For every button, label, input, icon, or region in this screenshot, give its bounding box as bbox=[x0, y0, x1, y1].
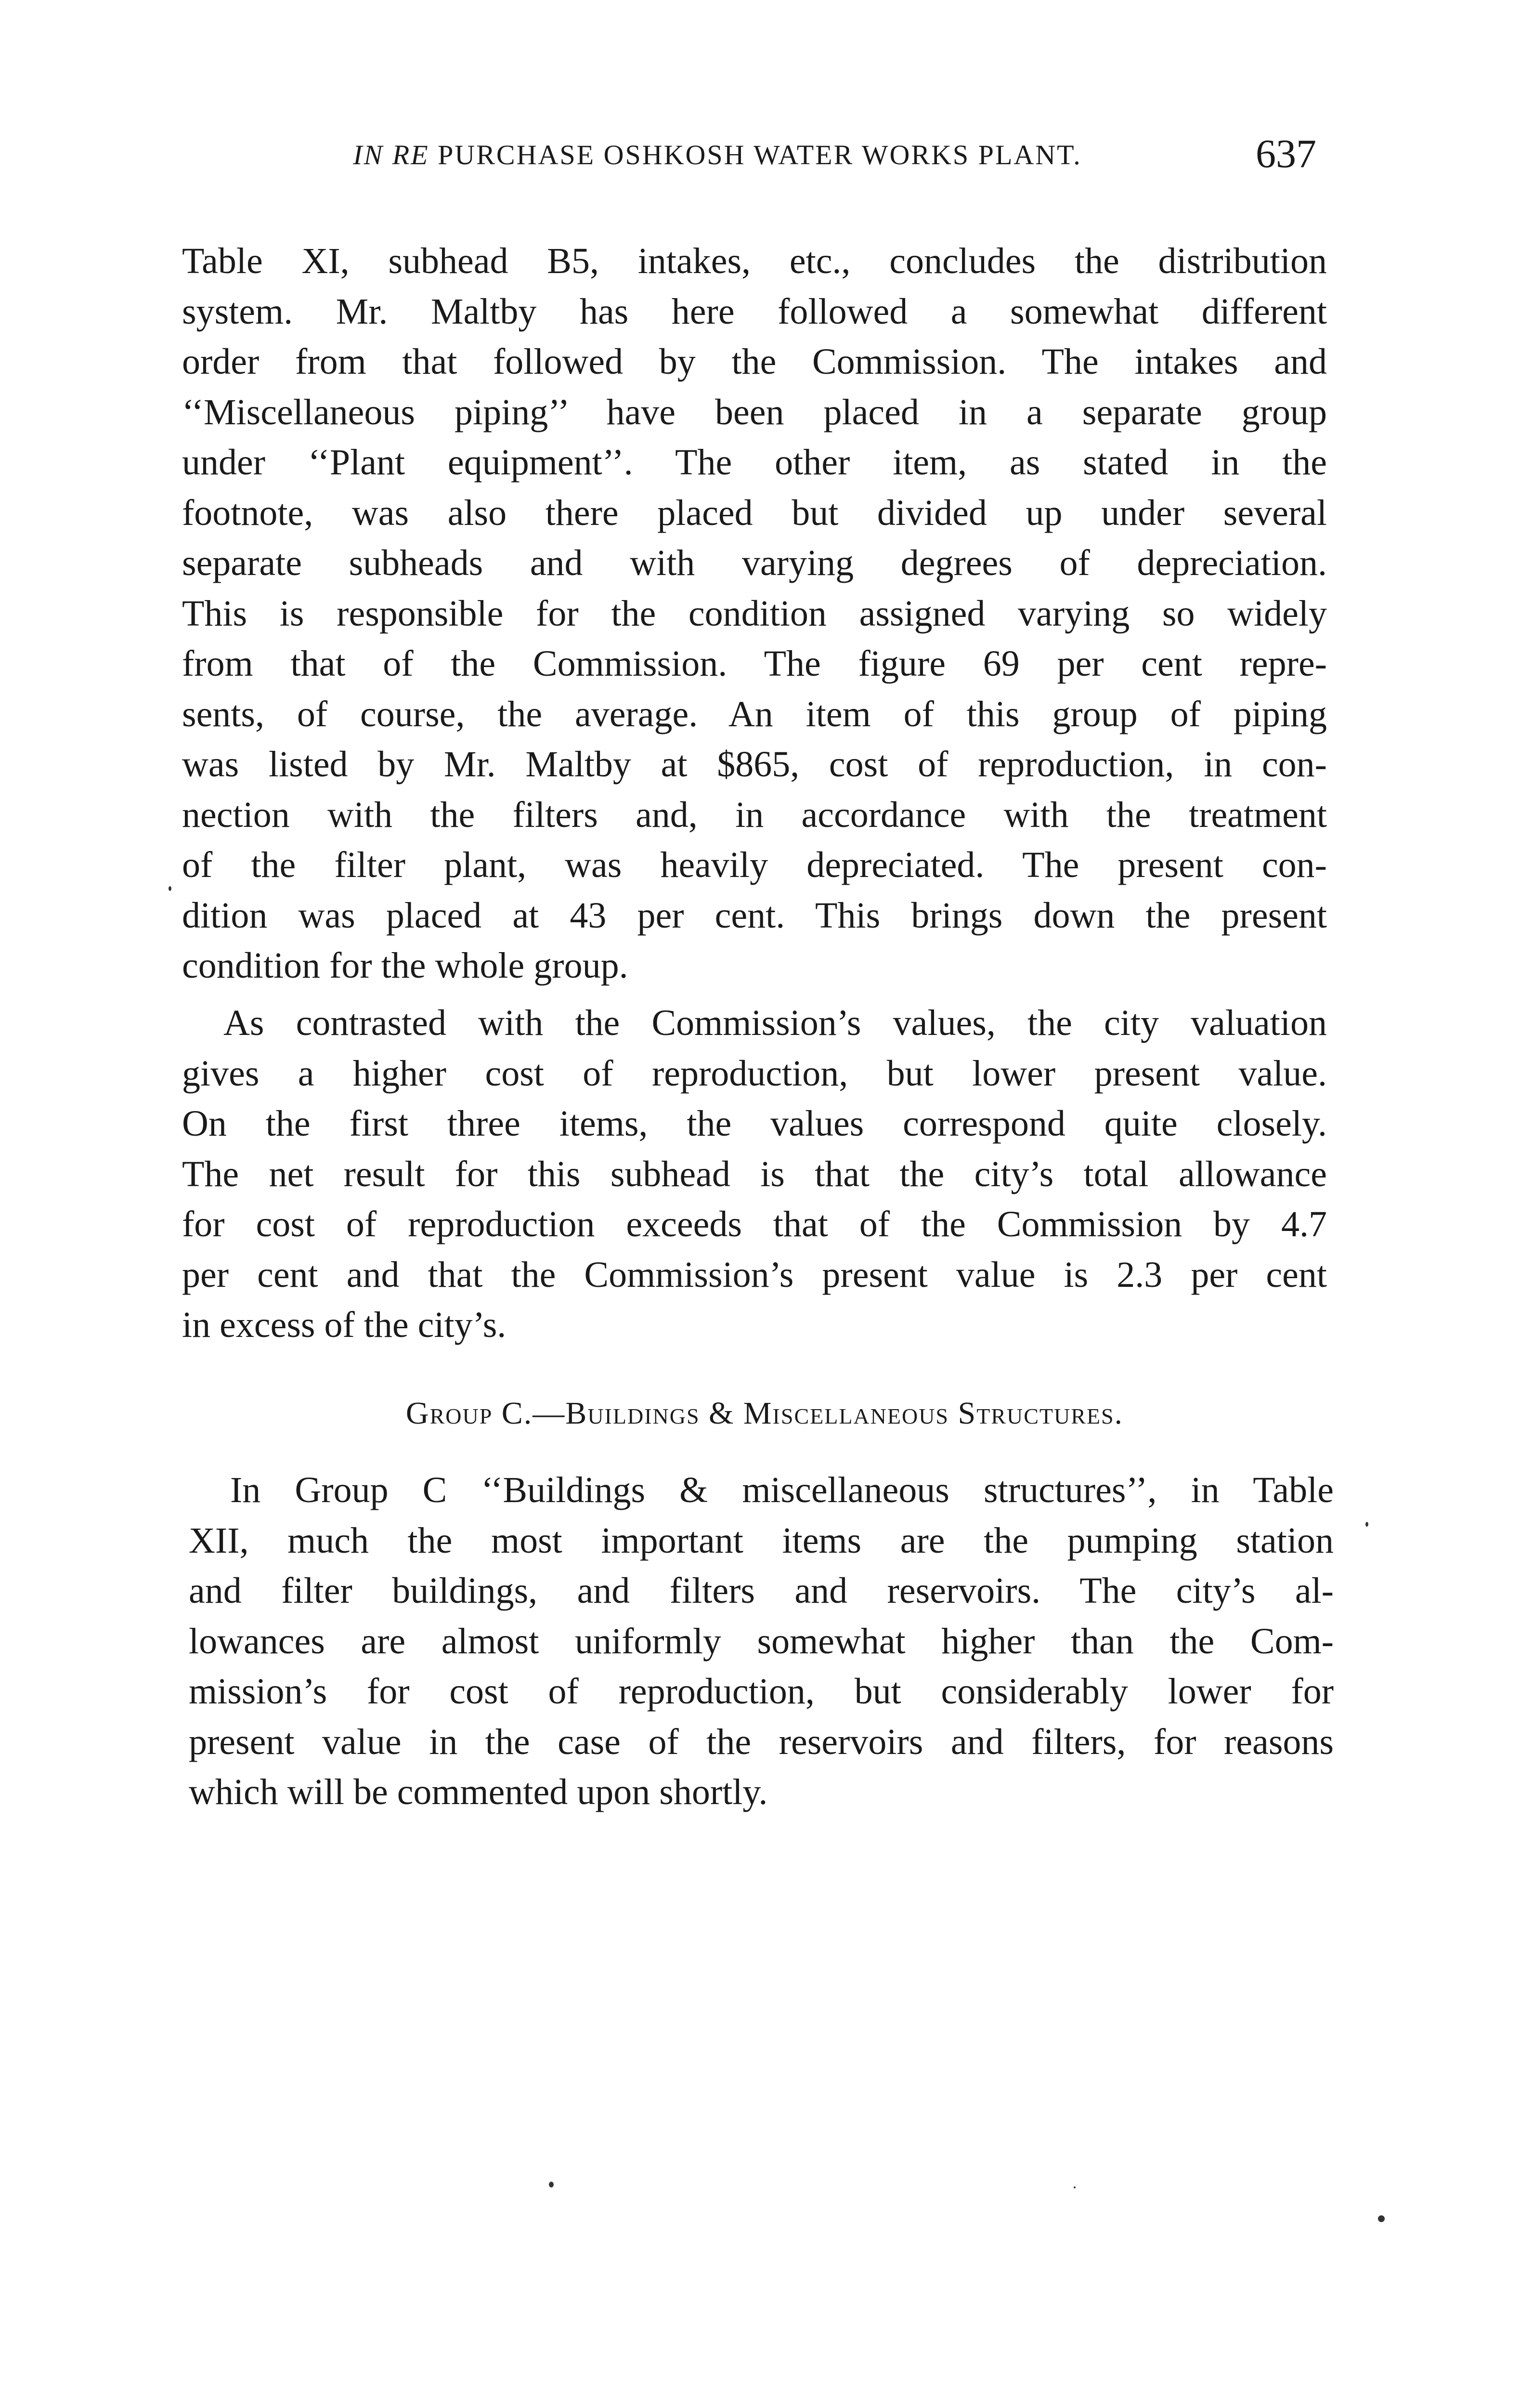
paragraph-line: footnote, was also there placed but divided up under several bbox=[182, 492, 1327, 533]
running-head-title: PURCHASE OSHKOSH WATER WORKS PLANT. bbox=[438, 139, 1082, 170]
paragraph-line: On the first three items, the values correspond quite closely. bbox=[182, 1103, 1327, 1144]
paragraph-line: system. Mr. Maltby has here followed a somewhat different bbox=[182, 291, 1327, 332]
section-heading: Group C.—Buildings & Miscellaneous Structures. bbox=[405, 1396, 1124, 1431]
paragraph-line: in excess of the city’s. bbox=[182, 1305, 507, 1345]
running-head-italic: IN RE bbox=[353, 139, 429, 170]
paragraph-1 bbox=[182, 236, 1327, 991]
scan-speck bbox=[549, 2182, 554, 2187]
paragraph-line: The net result for this subhead is that the city’s total allowance bbox=[182, 1153, 1327, 1194]
paragraph-2 bbox=[182, 998, 1327, 1350]
paragraph-line: order from that followed by the Commission. The intakes and bbox=[182, 341, 1327, 382]
paragraph-line: gives a higher cost of reproduction, but lower present value. bbox=[182, 1053, 1327, 1094]
paragraph-line: was listed by Mr. Maltby at $865, cost of reproduction, in con- bbox=[182, 744, 1327, 785]
paragraph-line: sents, of course, the average. An item of this group of piping bbox=[182, 694, 1327, 734]
paragraph-line: of the filter plant, was heavily depreciated. The present con- bbox=[182, 845, 1327, 885]
scan-speck bbox=[1378, 2215, 1385, 2222]
paragraph-line: condition for the whole group. bbox=[182, 945, 628, 986]
paragraph-line: Table XI, subhead B5, intakes, etc., concludes the distribution bbox=[182, 241, 1327, 281]
paragraph-line: In Group C ‘‘Buildings & miscellaneous structures’’, in Table bbox=[230, 1470, 1334, 1510]
paragraph-line: per cent and that the Commission’s present value is 2.3 per cent bbox=[182, 1254, 1327, 1295]
paragraph-line: As contrasted with the Commission’s values, the city valuation bbox=[223, 1003, 1327, 1043]
paragraph-line: and filter buildings, and filters and reservoirs. The city’s al- bbox=[189, 1570, 1334, 1611]
paragraph-line: mission’s for cost of reproduction, but considerably lower for bbox=[189, 1671, 1334, 1712]
paragraph-line: which will be commented upon shortly. bbox=[189, 1772, 768, 1812]
paragraph-line: under ‘‘Plant equipment’’. The other item, as stated in the bbox=[182, 442, 1327, 483]
paragraph-line: lowances are almost uniformly somewhat higher than the Com- bbox=[189, 1621, 1334, 1662]
paragraph-line: XII, much the most important items are the pumping station bbox=[189, 1520, 1334, 1561]
paragraph-line: ‘‘Miscellaneous piping’’ have been placed in a separate group bbox=[182, 392, 1327, 432]
paragraph-3 bbox=[189, 1465, 1334, 1818]
paragraph-line: separate subheads and with varying degrees of depreciation. bbox=[182, 543, 1327, 583]
paragraph-line: for cost of reproduction exceeds that of the Commission by 4.7 bbox=[182, 1204, 1327, 1244]
scan-speck bbox=[169, 886, 171, 891]
paragraph-line: nection with the filters and, in accordance with the treatment bbox=[182, 794, 1327, 835]
paragraph-line: from that of the Commission. The figure 69 per cent repre- bbox=[182, 643, 1327, 684]
scan-speck bbox=[1365, 1522, 1368, 1527]
paragraph-line: present value in the case of the reservoirs and filters, for reasons bbox=[189, 1721, 1334, 1762]
page-number: 637 bbox=[1256, 131, 1316, 176]
paragraph-line: dition was placed at 43 per cent. This brings down the present bbox=[182, 895, 1327, 936]
running-head bbox=[270, 136, 1165, 174]
paragraph-line: This is responsible for the condition assigned varying so widely bbox=[182, 593, 1327, 634]
scan-speck bbox=[1074, 2186, 1076, 2188]
